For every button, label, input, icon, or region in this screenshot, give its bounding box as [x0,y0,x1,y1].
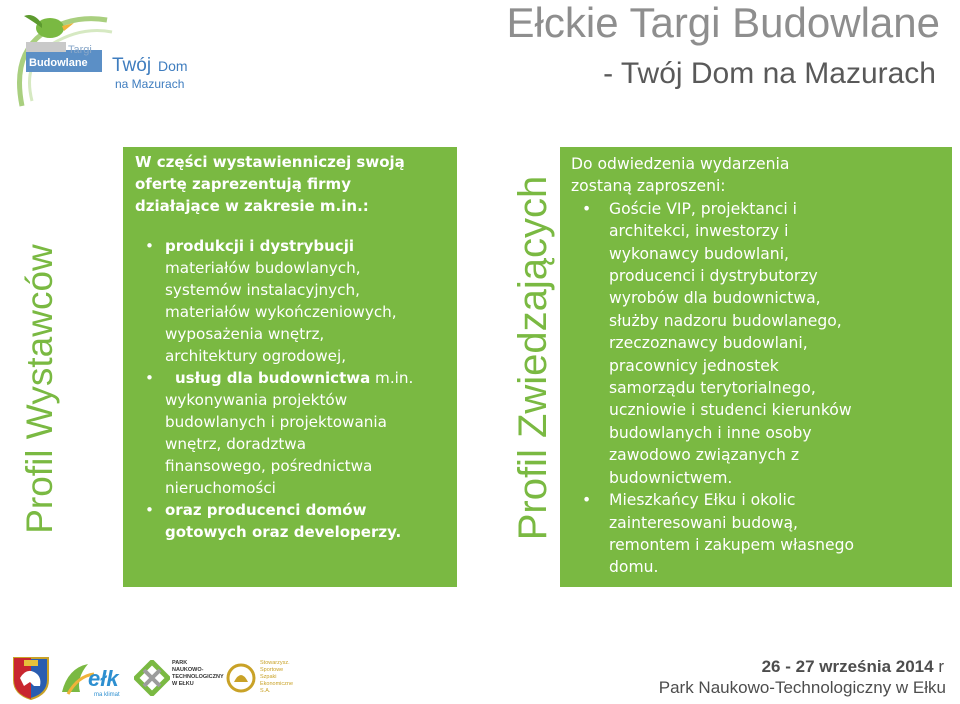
item-line: budowlanych i projektowania [165,413,387,431]
list-item [135,499,447,543]
intro-line: działające w zakresie m.in.: [135,197,369,215]
event-date [640,657,944,677]
item-line: systemów instalacyjnych, [165,281,360,299]
item-line: zawodowo związanych z [609,446,800,465]
bullet-icon: • [145,501,154,519]
association-logo-icon [226,662,256,694]
item-line: Goście VIP, projektanci i [609,199,798,218]
coat-of-arms-icon [12,656,50,700]
item-line: samorządu terytorialnego, [609,379,816,398]
logo-text-dom: Dom [158,58,188,74]
item-line: oraz producenci domów [165,501,367,519]
item-heading-rest: m.in. [370,369,414,387]
logo-text-twoj: Twój [112,55,152,76]
visitors-intro [571,153,940,198]
bullet-icon: • [145,237,154,255]
elk-logo-text: ełk [88,666,119,691]
item-line: remontem i zakupem własnego [609,535,855,554]
page-title: Ełckie Targi Budowlane [506,0,940,46]
association-logo-text [260,660,304,702]
item-line: architektury ogrodowej, [165,347,347,365]
item-line: wnętrz, doradztwa [165,435,306,453]
item-line: wyrobów dla budownictwa, [609,289,821,308]
association-logo-line: Sportowe [260,667,284,673]
item-line: wykonywania projektów [165,391,348,409]
association-logo-line: S.A. [260,688,271,694]
logo-text-budowlane: Budowlane [29,57,88,69]
intro-line: W części wystawienniczej swoją [135,153,405,171]
bullet-icon: • [145,369,154,387]
item-line: producenci i dystrybutorzy [609,267,818,286]
item-line: materiałów budowlanych, [165,259,361,277]
park-logo-icon [134,660,170,696]
event-date-text: 26 - 27 września 2014 [761,657,934,676]
item-line: służby nadzoru budowlanego, [609,311,842,330]
park-logo-line: NAUKOWO- [172,667,204,673]
intro-line: ofertę zaprezentują firmy [135,175,351,193]
list-item [571,489,940,579]
item-line: wykonawcy budowlani, [609,244,789,263]
bullet-icon: • [582,491,592,510]
list-item [135,367,447,499]
association-logo-line: Ekonomiczne [260,681,294,687]
exhibitors-list [135,235,447,543]
sponsor-logos [0,650,300,702]
targi-budowlane-logo [12,6,212,110]
page-subtitle: - Twój Dom na Mazurach [603,57,936,90]
park-logo-line: W EŁKU [172,681,194,687]
item-heading [175,367,447,389]
elk-logo-subtext: ma klimat [94,692,120,698]
visitors-list [571,198,940,579]
park-logo-line: TECHNOLOGICZNY [172,674,224,680]
list-item [571,198,940,489]
bullet-icon: • [582,199,592,218]
intro-line: Do odwiedzenia wydarzenia [571,155,790,173]
elk-city-logo [58,656,128,700]
item-line: wyposażenia wnętrz, [165,325,325,343]
item-line: gotowych oraz developerzy. [165,523,402,541]
item-line: domu. [609,558,659,577]
item-line: architekci, inwestorzy i [609,222,789,241]
event-place: Park Naukowo-Technologiczny w Ełku [658,678,946,697]
park-logo-line: PARK [172,660,188,666]
visitors-panel [560,147,952,587]
exhibitors-panel [123,147,457,587]
association-logo-line: Stowarzysz. [260,660,290,666]
event-date-suffix: r [933,657,944,676]
item-line: materiałów wykończeniowych, [165,303,397,321]
logo-text-targi: Targi [68,44,92,56]
item-heading: produkcji i dystrybucji [165,237,354,255]
item-line: zainteresowani budową, [609,513,798,532]
association-logo-line: Szpaki [260,674,277,680]
logo-graphic [12,6,212,110]
park-logo-text [172,660,222,700]
item-heading-bold: usług dla budownictwa [175,369,371,387]
item-line: nieruchomości [165,479,276,497]
intro-line: zostaną zaproszeni: [571,177,726,196]
item-line: pracownicy jednostek [609,356,779,375]
exhibitors-profile-title: Profil Wystawców [19,244,60,534]
exhibitors-intro [135,151,447,217]
list-item [135,235,447,367]
item-line: budownictwem. [609,468,733,487]
visitors-profile-title: Profil Zwiedzających [511,175,555,541]
item-line: budowlanych i inne osoby [609,423,812,442]
logo-text-na-mazurach: na Mazurach [115,77,185,91]
item-line: uczniowie i studenci kierunków [609,401,852,420]
item-line: finansowego, pośrednictwa [165,457,373,475]
item-line: rzeczoznawcy budowlani, [609,334,808,353]
item-line: Mieszkańcy Ełku i okolic [609,491,796,510]
